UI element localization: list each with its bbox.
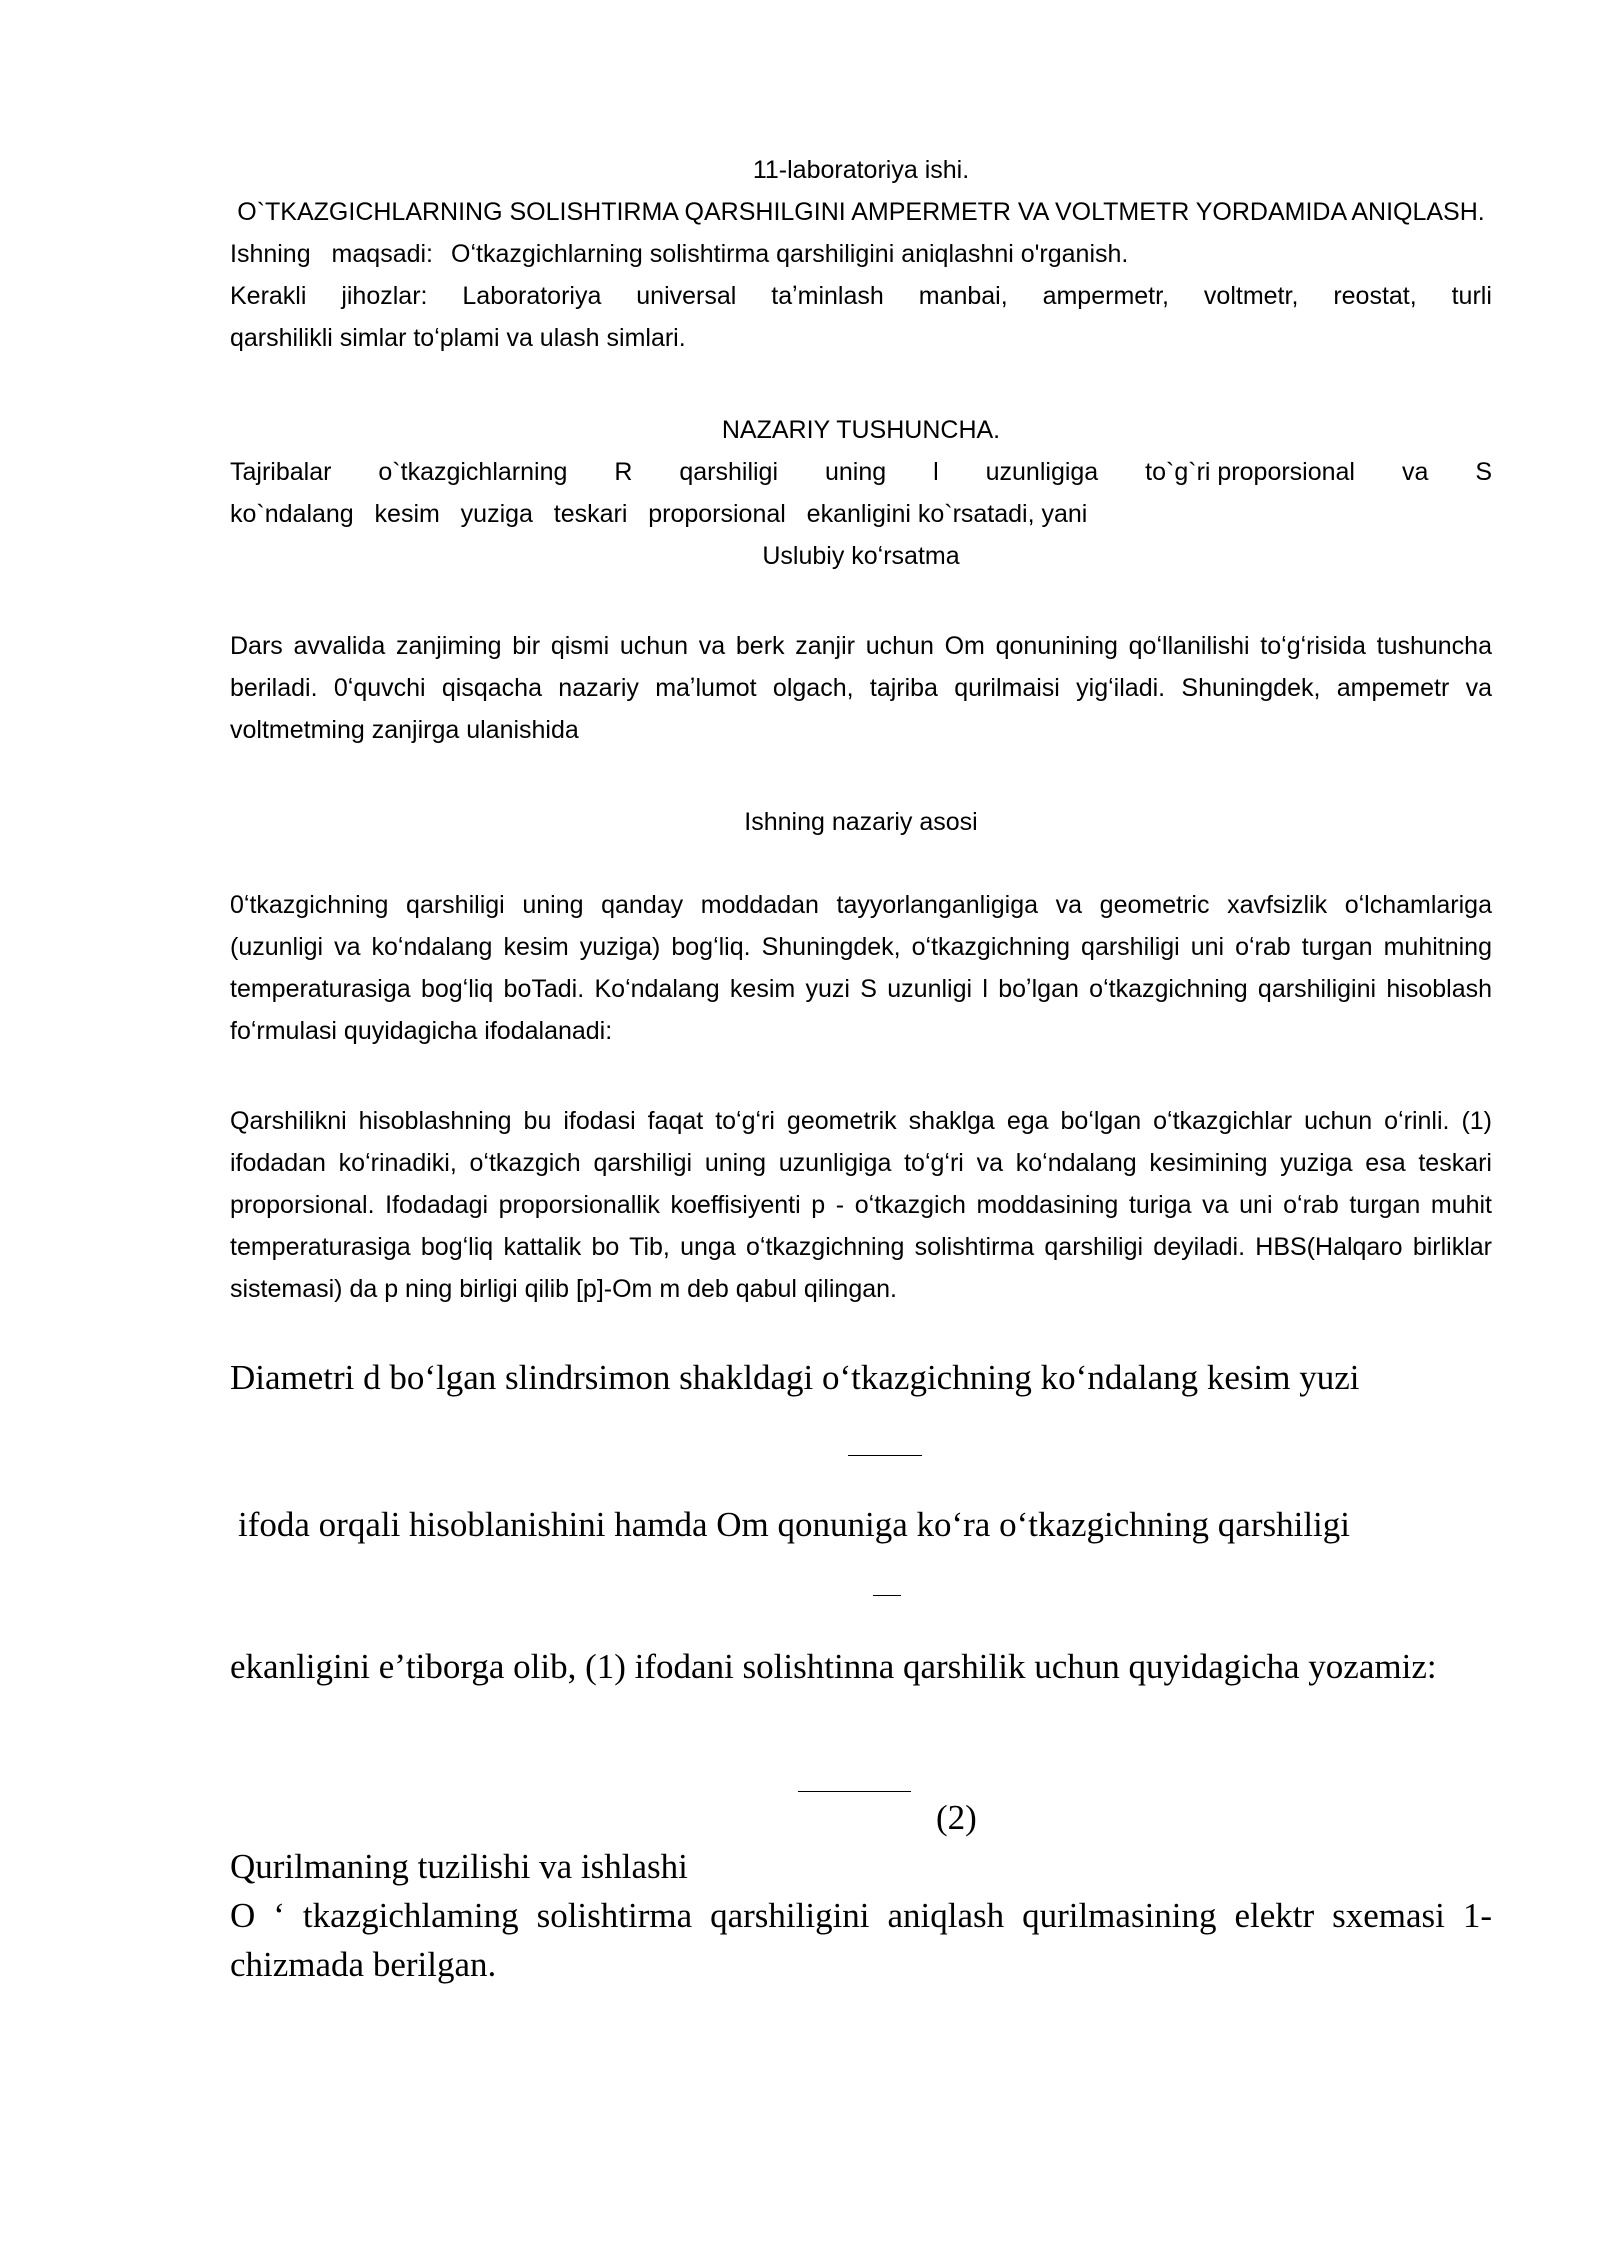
method-paragraph: Dars avvalida zanjiming bir qismi uchun va berk zanjir uchun Om qonunining qoʻllanilishi toʻgʻrisida tushuncha beriladi. 0ʻquvchi qisqacha nazariy maʼlumot olgach, tajriba qurilmaisi yigʻiladi. Shuningdek, ampemetr va voltmetming zanjirga ulanishida — [230, 632, 1492, 744]
theory-word: uzunligiga — [985, 458, 1099, 486]
device-heading: Qurilmaning tuzilishi va ishlashi — [230, 1847, 688, 1886]
equipment-word: universal — [636, 282, 737, 310]
equipment-word: Kerakli — [230, 282, 307, 310]
theory-word: l — [933, 458, 939, 486]
equation-number: (2) — [936, 1798, 977, 1837]
equipment-line-1 — [230, 275, 1492, 317]
method-heading: Uslubiy koʻrsatma — [762, 542, 960, 570]
theory-word: qarshiligi — [679, 458, 779, 486]
equipment-word: ampermetr, — [1042, 282, 1170, 310]
theory-heading: NAZARIY TUSHUNCHA. — [721, 416, 1001, 444]
basis-paragraph: 0ʻtkazgichning qarshiligi uning qanday moddadan tayyorlanganligiga va geometric xavfsizlik oʻlchamlariga (uzunligi va koʻndalang kesim yuziga) bogʻliq. Shuningdek, oʻtkazgichning qarshiligi uni oʻrab turgan muhitning temperaturasiga bogʻliq boTadi. Koʻndalang kesim yuzi S uzunligi l boʼlgan oʻtkazgichning qarshiligini hisoblash foʻrmulasi quyidagicha ifodalanadi: — [230, 891, 1492, 1045]
theory-word: R — [614, 458, 633, 486]
equipment-block — [230, 275, 1492, 359]
equipment-word: turli — [1451, 282, 1492, 310]
basis-heading: Ishning nazariy asosi — [744, 808, 978, 836]
theory-word: va — [1401, 458, 1429, 486]
aim-line — [230, 233, 1492, 275]
equipment-word: voltmetr, — [1203, 282, 1299, 310]
diameter-line: Diametri d boʻlgan slindrsimon shakldagi oʻtkazgichning koʻndalang kesim yuzi — [230, 1358, 1360, 1397]
equipment-word: manbai, — [918, 282, 1008, 310]
formula-placeholder-rule — [798, 1791, 911, 1792]
theory-block — [230, 451, 1492, 535]
aim-text: Oʻtkazgichlarning solishtirma qarshiligini aniqlashni o'rganish. — [451, 240, 1129, 268]
calc-paragraph: Qarshilikni hisoblashning bu ifodasi faqat toʻgʻri geometrik shaklga ega boʻlgan oʻtkazgichlar uchun oʻrinli. (1) ifodadan koʻrinadiki, oʻtkazgich qarshiligi uning uzunligiga toʻgʻri va koʻndalang kesimining yuziga esa teskari proporsional. Ifodadagi proporsionallik koeffisiyenti p - oʻtkazgich moddasining turiga va uni oʻrab turgan muhit temperaturasiga bogʻliq kattalik bo Tib, unga oʻtkazgichning solishtirma qarshiligi deyiladi. HBS(Halqaro birliklar sistemasi) da p ning birligi qilib [p]-Om m deb qabul qilingan. — [230, 1107, 1492, 1303]
theory-line-1 — [230, 451, 1492, 493]
equipment-line-2: qarshilikli simlar toʻplami va ulash simlari. — [230, 324, 686, 352]
device-paragraph: O ʻ tkazgichlaming solishtirma qarshiligini aniqlash qurilmasining elektr sxemasi 1- chizmada berilgan. — [230, 1896, 1492, 1984]
theory-word: S — [1475, 458, 1492, 486]
equipment-word: jihozlar: — [341, 282, 428, 310]
theory-word: Tajribalar — [230, 458, 332, 486]
equipment-word: taʼminlash — [771, 282, 884, 310]
aim-label: Ishning maqsadi: — [230, 240, 434, 268]
theory-word: uning — [824, 458, 887, 486]
theory-word: o`tkazgichlarning — [378, 458, 568, 486]
formula-placeholder-rule — [873, 1595, 901, 1596]
equipment-word: reostat, — [1333, 282, 1417, 310]
ekanligini-paragraph: ekanligini eʼtiborga olib, (1) ifodani solishtinna qarshilik uchun quyidagicha yozamiz: — [230, 1647, 1437, 1686]
lab-title: 11-laboratoriya ishi. — [752, 156, 970, 184]
ifoda-line: ifoda orqali hisoblanishini hamda Om qonuniga koʻra oʻtkazgichning qarshiligi — [238, 1505, 1350, 1544]
formula-placeholder-rule — [848, 1455, 922, 1456]
theory-line-2: ko`ndalang kesim yuziga teskari proporsional ekanligini ko`rsatadi, yani — [230, 500, 1088, 528]
main-title: O`TKAZGICHLARNING SOLISHTIRMA QARSHILGINI AMPERMETR VA VOLTMETR YORDAMIDA ANIQLASH. — [237, 198, 1485, 226]
theory-word: to`g`ri proporsional — [1145, 458, 1355, 486]
equipment-word: Laboratoriya — [462, 282, 602, 310]
